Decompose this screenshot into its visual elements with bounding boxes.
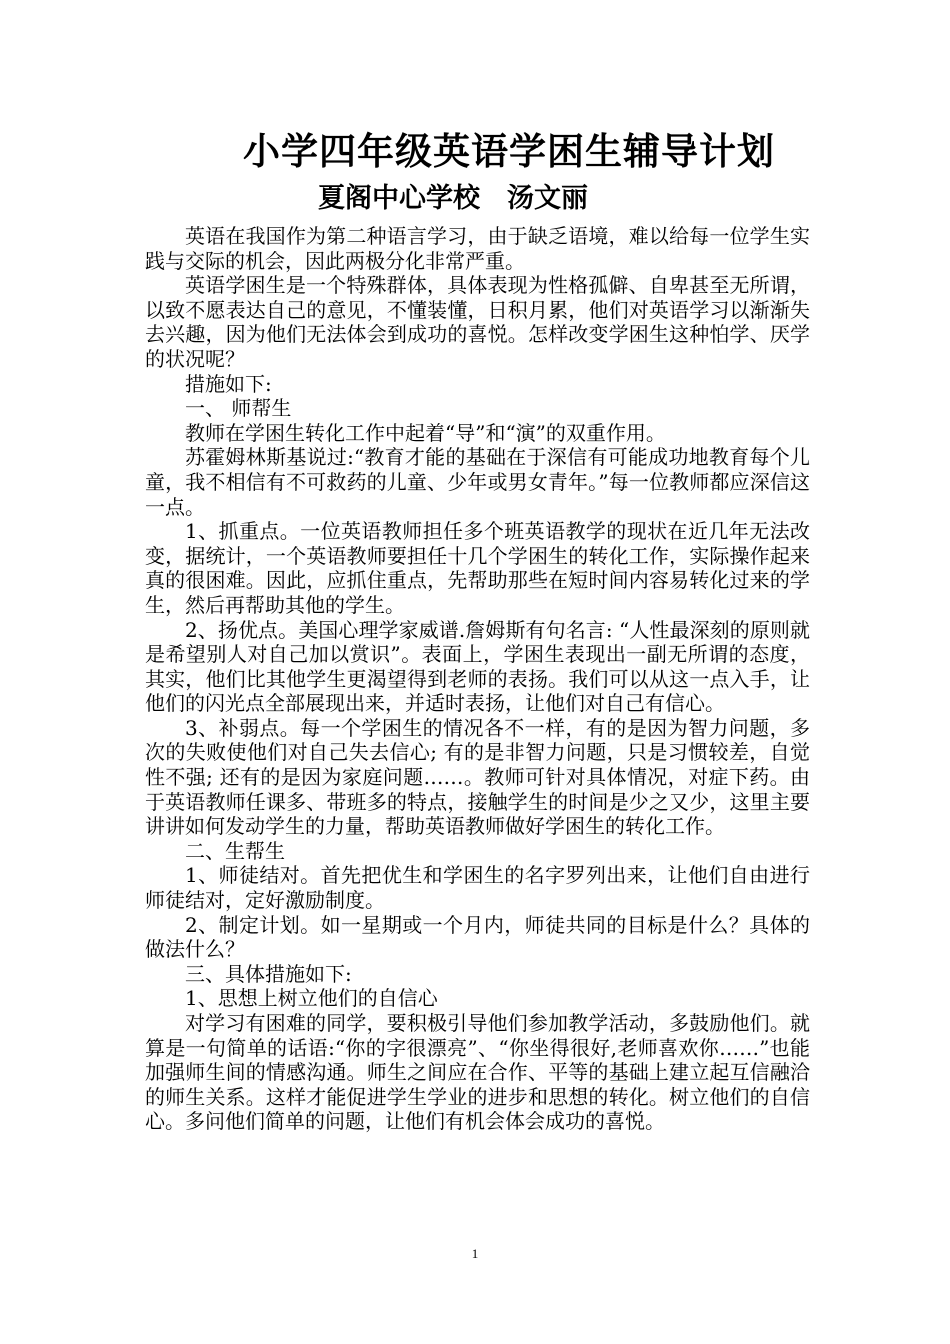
paragraph: 教师在学困生转化工作中起着“导”和“演”的双重作用。 [185, 420, 666, 445]
paragraph: 3、补弱点。每一个学困生的情况各不一样，有的是因为智力问题，多次的失败使他们对自己失去信心; 有的是非智力问题，只是习惯较差，自觉性不强; 还有的是因为家庭问题……。教师可针对具体情况，对症下药。由于英语教师任课多、带班多的特点，接触学生的时间是少之又少，这里主要讲讲如何发动学生的力量，帮助英语教师做好学困生的转化工作。 [145, 715, 810, 839]
section-heading: 三、具体措施如下: [185, 961, 352, 986]
section-heading: 二、生帮生 [185, 838, 285, 863]
paragraph: 1、师徒结对。首先把优生和学困生的名字罗列出来，让他们自由进行师徒结对，定好激励制度。 [145, 863, 810, 913]
paragraph: 措施如下: [185, 371, 272, 396]
paragraph: 2、制定计划。如一星期或一个月内，师徒共同的目标是什么？具体的做法什么？ [145, 912, 810, 962]
document-body [145, 224, 810, 1134]
paragraph: 苏霍姆林斯基说过:“教育才能的基础在于深信有可能成功地教育每个儿童，我不相信有不可救药的儿童、少年或男女青年。”每一位教师都应深信这一点。 [145, 445, 810, 519]
subsection-heading: 1、思想上树立他们的自信心 [185, 986, 438, 1011]
paragraph: 对学习有困难的同学，要积极引导他们参加教学活动，多鼓励他们。就算是一句简单的话语:“你的字很漂亮”、“你坐得很好,老师喜欢你……”也能加强师生间的情感沟通。师生之间应在合作、平等的基础上建立起互信融洽的师生关系。这样才能促进学生学业的进步和思想的转化。树立他们的自信心。多问他们简单的问题，让他们有机会体会成功的喜悦。 [145, 1011, 810, 1134]
section-heading: 一、 师帮生 [185, 396, 292, 421]
document-title: 小学四年级英语学困生辅导计划 [243, 130, 775, 173]
paragraph: 2、扬优点。美国心理学家威谱.詹姆斯有句名言: “人性最深刻的原则就是希望别人对自己加以赏识”。表面上，学困生表现出一副无所谓的态度，其实，他们比其他学生更渴望得到老师的表扬。我们可以从这一点入手，让他们的闪光点全部展现出来，并适时表扬，让他们对自己有信心。 [145, 617, 810, 716]
page-number: 1 [471, 1246, 479, 1261]
paragraph: 1、抓重点。一位英语教师担任多个班英语教学的现状在近几年无法改变，据统计，一个英语教师要担任十几个学困生的转化工作，实际操作起来真的很困难。因此，应抓住重点，先帮助那些在短时间内容易转化过来的学生，然后再帮助其他的学生。 [145, 519, 810, 617]
paragraph: 英语学困生是一个特殊群体，具体表现为性格孤僻、自卑甚至无所谓，以致不愿表达自己的意见，不懂装懂，日积月累，他们对英语学习以渐渐失去兴趣，因为他们无法体会到成功的喜悦。怎样改变学困生这种怕学、厌学的状况呢？ [145, 273, 810, 371]
document-subtitle: 夏阁中心学校 汤文丽 [318, 183, 588, 214]
paragraph: 英语在我国作为第二种语言学习，由于缺乏语境，难以给每一位学生实践与交际的机会，因此两极分化非常严重。 [145, 224, 810, 273]
